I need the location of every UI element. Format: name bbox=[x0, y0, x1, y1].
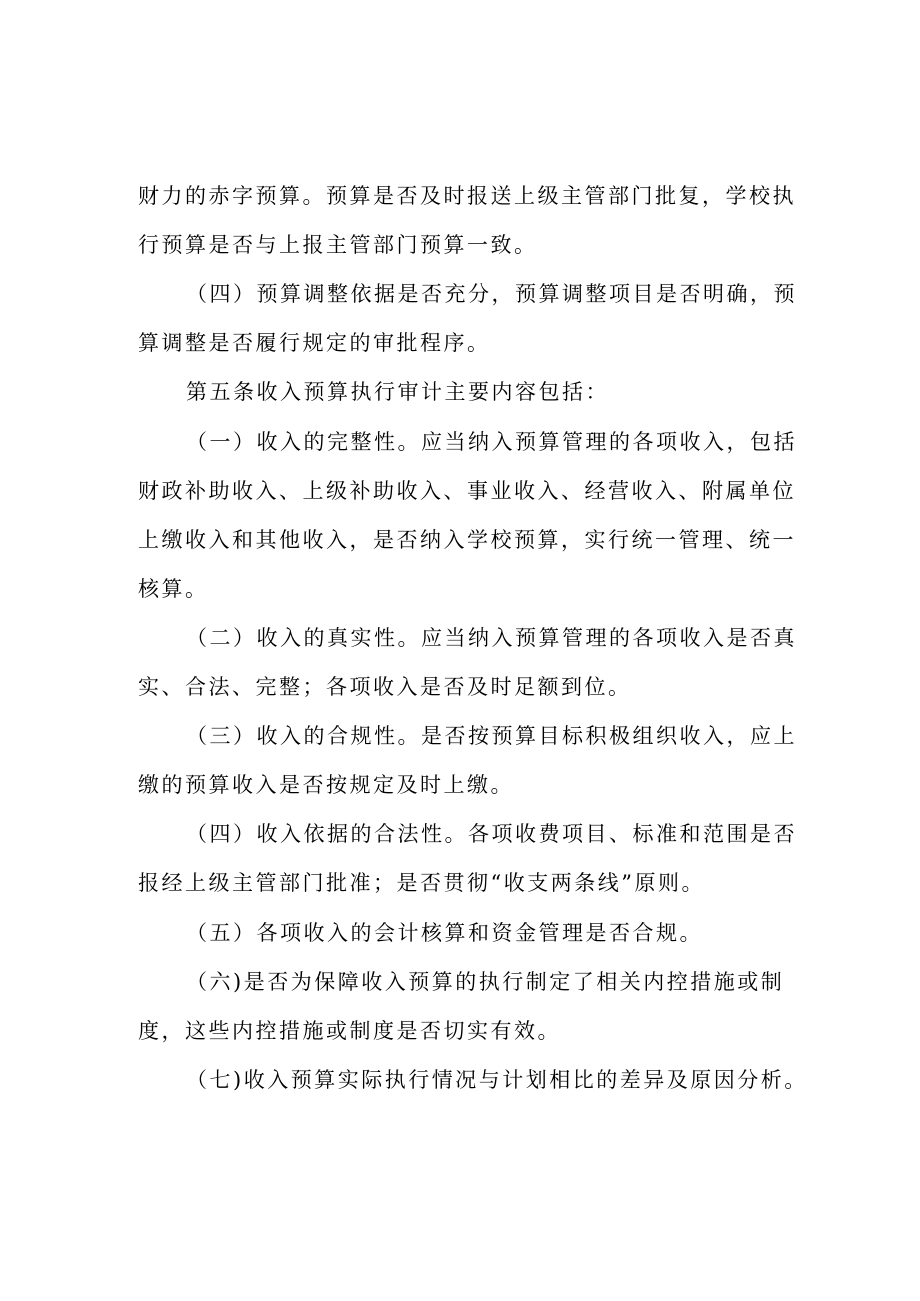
text-line: 财力的赤字预算。预算是否及时报送上级主管部门批复，学校执 bbox=[138, 184, 796, 208]
text-line: （七)收入预算实际执行情况与计划相比的差异及原因分析。 bbox=[186, 1068, 808, 1092]
paragraph-income-authenticity bbox=[138, 614, 798, 712]
paragraph-variance-analysis bbox=[138, 1056, 808, 1105]
paragraph-accounting-compliance bbox=[138, 909, 798, 958]
article-five-heading bbox=[138, 368, 798, 417]
text-line: 实、合法、完整；各项收入是否及时足额到位。 bbox=[138, 675, 632, 699]
text-line: （五）各项收入的会计核算和资金管理是否合规。 bbox=[186, 921, 703, 945]
text-line: 行预算是否与上报主管部门预算一致。 bbox=[138, 233, 538, 257]
text-line: （一）收入的完整性。应当纳入预算管理的各项收入，包括 bbox=[186, 430, 797, 454]
paragraph-budget-adjustment bbox=[138, 270, 798, 368]
text-line: （三）收入的合规性。是否按预算目标积极组织收入，应上 bbox=[186, 724, 797, 748]
paragraph-income-legality bbox=[138, 810, 798, 908]
text-line: 核算。 bbox=[138, 577, 209, 601]
text-line: 缴的预算收入是否按规定及时上缴。 bbox=[138, 773, 514, 797]
text-line: 财政补助收入、上级补助收入、事业收入、经营收入、附属单位 bbox=[138, 479, 796, 503]
text-line: （二）收入的真实性。应当纳入预算管理的各项收入是否真 bbox=[186, 626, 797, 650]
paragraph-income-compliance bbox=[138, 712, 798, 810]
text-line: 度，这些内控措施或制度是否切实有效。 bbox=[138, 1019, 561, 1043]
text-line: （四）收入依据的合法性。各项收费项目、标准和范围是否 bbox=[186, 822, 797, 846]
paragraph-income-completeness bbox=[138, 418, 798, 614]
text-line: （四）预算调整依据是否充分，预算调整项目是否明确，预 bbox=[186, 282, 797, 306]
paragraph-internal-controls bbox=[138, 958, 798, 1056]
text-line: 算调整是否履行规定的审批程序。 bbox=[138, 331, 491, 355]
paragraph-budget-deficit bbox=[138, 172, 798, 270]
text-line: 第五条收入预算执行审计主要内容包括： bbox=[186, 380, 609, 404]
text-line: 报经上级主管部门批准；是否贯彻“收支两条线”原则。 bbox=[138, 871, 705, 895]
text-line: （六)是否为保障收入预算的执行制定了相关内控措施或制 bbox=[186, 970, 785, 994]
text-line: 上缴收入和其他收入，是否纳入学校预算，实行统一管理、统一 bbox=[138, 528, 796, 552]
